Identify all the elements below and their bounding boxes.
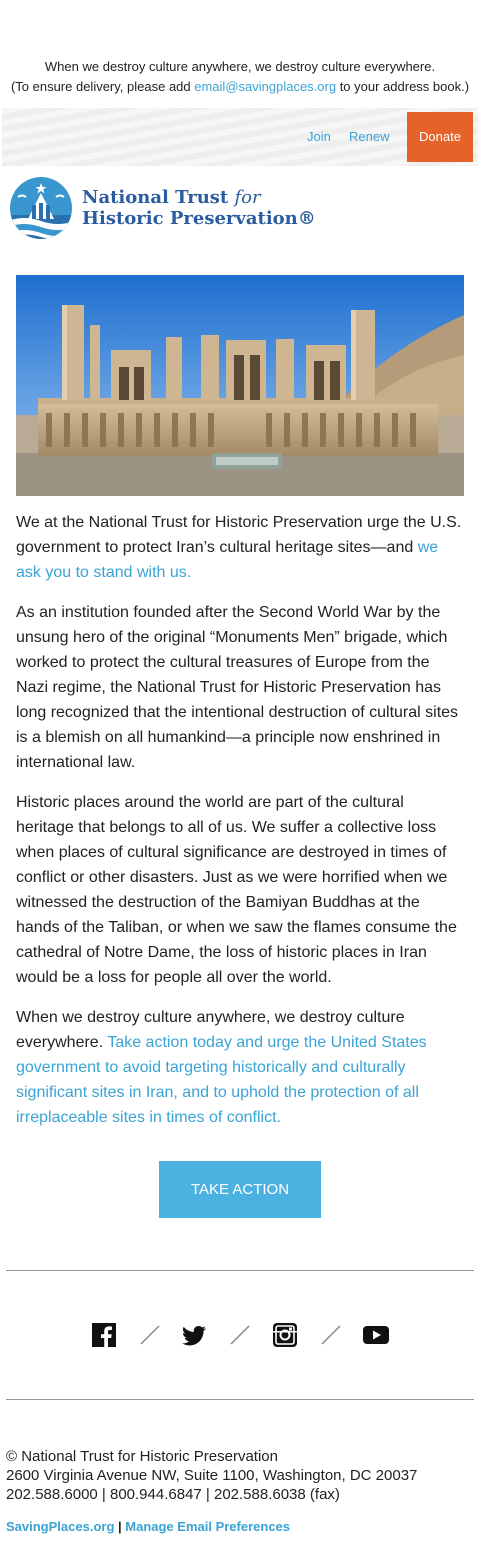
hero-image — [16, 275, 464, 496]
facebook-icon[interactable] — [90, 1321, 118, 1349]
persepolis-ruins-image — [16, 275, 464, 496]
divider-top — [6, 1270, 474, 1271]
twitter-icon[interactable] — [180, 1321, 208, 1349]
top-nav-bar — [2, 108, 478, 166]
history-paragraph: As an institution founded after the Second World War by the unsung hero of the original “Monuments Men” brigade, which worked to protect the cultural treasures of Europe from the Nazi regime, the National Trust for Historic Preservation has long recognized that the intentional destruction of cultural sites is a blemish on all humankind—a principle now enshrined in international law. — [16, 604, 459, 771]
delivery-note-suffix: to your address book.) — [336, 79, 470, 94]
instagram-icon[interactable] — [271, 1321, 299, 1349]
manage-email-preferences-link[interactable]: Manage Email Preferences — [125, 1519, 291, 1534]
nthp-logo[interactable] — [8, 175, 316, 241]
separator-slash-icon — [229, 1324, 251, 1346]
preheader-delivery-note — [0, 77, 480, 97]
take-action-text-link[interactable]: Take action today and urge the United States government to avoid targeting historically and culturally significant sites in Iran, and to uphold the protection of all irreplaceable sites in times of conflict. — [16, 1034, 427, 1126]
footer-link-separator: | — [114, 1519, 126, 1534]
separator-slash-icon — [320, 1324, 342, 1346]
call-to-action-paragraph: When we destroy culture anywhere, we destroy culture everywhere. Take action today and urge the United States government to avoid targeting historically and culturally significant sites in Iran, and to uphold the protection of all irreplaceable sites in times of conflict. — [16, 1009, 427, 1126]
footer-address-block — [6, 1447, 417, 1504]
footer-address: 2600 Virginia Avenue NW, Suite 1100, Washington, DC 20037 — [6, 1467, 418, 1484]
join-link[interactable]: Join — [307, 129, 331, 144]
heritage-paragraph: Historic places around the world are part of the cultural heritage that belongs to all of us. We suffer a collective loss when places of cultural significance are destroyed in times of conflict or other disasters. Just as we were horrified when we witnessed the destruction of the Bamiyan Buddhas at the hands of the Taliban, or when we saw the flames consume the cathedral of Notre Dame, the loss of historic places in Iran would be a loss for people all over the world. — [16, 794, 457, 986]
preheader-tagline: When we destroy culture anywhere, we destroy culture everywhere. — [44, 59, 436, 74]
renew-link[interactable]: Renew — [349, 129, 390, 144]
stand-with-us-link[interactable]: we ask you to stand with us. — [16, 539, 439, 581]
divider-bottom — [6, 1399, 474, 1400]
intro-paragraph: We at the National Trust for Historic Preservation urge the U.S. government to protect Iran’s cultural heritage sites—and we ask you to stand with us. — [16, 514, 462, 581]
savingplaces-link[interactable]: SavingPlaces.org — [6, 1519, 115, 1534]
email-address-link[interactable]: email@savingplaces.org — [194, 79, 337, 94]
footer-copyright: © National Trust for Historic Preservation — [6, 1448, 278, 1465]
logo-text-line2: Historic Preservation® — [82, 208, 316, 229]
preheader — [0, 57, 480, 97]
donate-button[interactable]: Donate — [407, 112, 473, 162]
take-action-button[interactable]: TAKE ACTION — [159, 1161, 321, 1218]
footer-links — [6, 1519, 290, 1534]
separator-slash-icon — [139, 1324, 161, 1346]
logo-text-line1: National Trust for — [82, 187, 261, 208]
delivery-note-prefix: (To ensure delivery, please add — [10, 79, 195, 94]
footer-phones: 202.588.6000 | 800.944.6847 | 202.588.6038 (fax) — [6, 1486, 340, 1503]
logo-emblem-icon — [8, 175, 74, 241]
youtube-icon[interactable] — [362, 1321, 390, 1349]
email-body — [16, 510, 464, 1145]
